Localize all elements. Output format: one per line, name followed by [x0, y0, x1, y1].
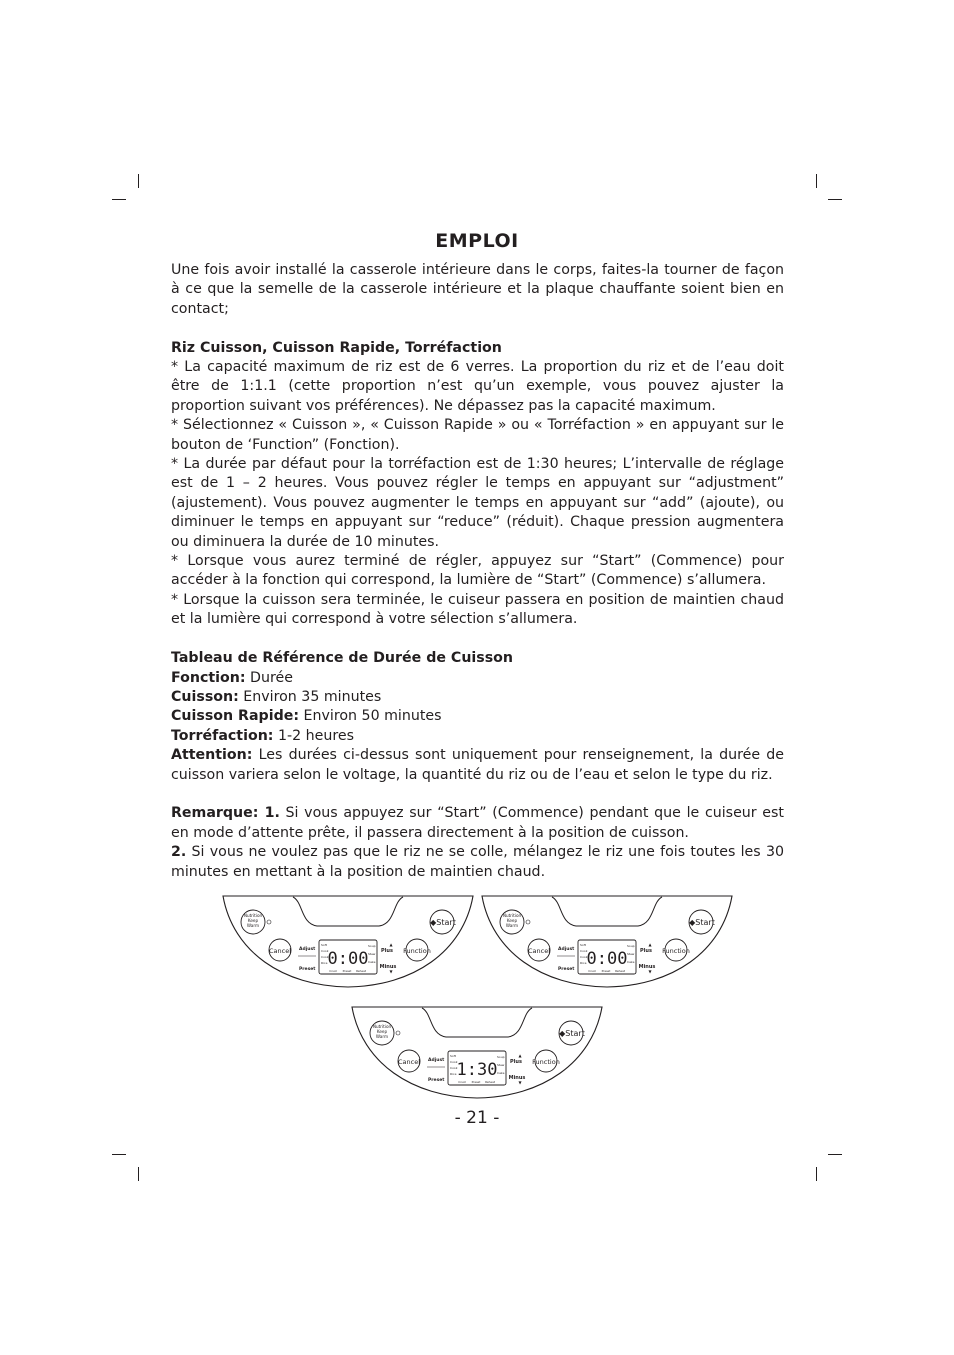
mode-label: Soup — [627, 944, 635, 948]
crop-mark — [828, 1154, 842, 1155]
down-arrow-icon: ▼ — [518, 1080, 522, 1085]
body-text — [171, 261, 784, 882]
crop-mark — [816, 174, 817, 188]
panel-outline — [223, 896, 473, 987]
function-label: Function — [403, 947, 431, 955]
up-arrow-icon: ▲ — [389, 942, 393, 947]
reference-row: Cuisson Rapide: Environ 50 minutes — [171, 708, 442, 725]
mode-label: Stew — [368, 952, 376, 956]
panel-drawing — [350, 1005, 604, 1101]
mode-label: Rice — [580, 961, 587, 965]
mode-label: Rice — [321, 961, 328, 965]
keep-warm-label: Keep — [376, 1029, 388, 1034]
mode-label: Cake — [497, 1071, 505, 1075]
crop-mark — [112, 199, 126, 200]
remark-1: Remarque: 1. Si vous appuyez sur “Start” (Commence) pendant que le cuiseur est en mode d’attente prête, il passera directement à la position de cuisson. — [171, 805, 784, 841]
crop-mark — [138, 1167, 139, 1181]
intro-paragraph: Une fois avoir installé la casserole intérieure dans le corps, faites-la tourner de façon à ce que la semelle de la casserole intérieure et la plaque chauffante soient bien en contact; — [171, 262, 784, 317]
status-label: Reheat — [485, 1080, 495, 1084]
start-label: ◆Start — [559, 1029, 585, 1038]
panel-drawing — [480, 894, 734, 990]
plus-label: Plus — [381, 948, 393, 954]
keep-warm-label: Nutrition — [372, 1024, 392, 1029]
crop-mark — [138, 174, 139, 188]
mode-label: Cook — [450, 1066, 458, 1070]
plus-label: Plus — [640, 948, 652, 954]
preset-label: Preset — [428, 1078, 445, 1083]
mode-label: Soft — [450, 1054, 456, 1058]
keep-warm-label: Nutrition — [502, 913, 522, 918]
mode-label: Cook — [580, 955, 588, 959]
crop-mark — [112, 1154, 126, 1155]
status-label: Preset — [601, 969, 611, 973]
mode-label: Cook — [450, 1060, 458, 1064]
mode-label: Soft — [321, 943, 327, 947]
minus-label: Minus — [379, 964, 397, 970]
attention-note: Attention: Les durées ci-dessus sont uniquement pour renseignement, la durée de cuisson variera selon le voltage, la quantité du riz ou de l’eau et selon le type du riz. — [171, 747, 784, 783]
up-arrow-icon: ▲ — [518, 1053, 522, 1058]
mode-label: Stew — [497, 1063, 505, 1067]
display-time: 0:00 — [327, 949, 369, 969]
panel-notch — [293, 897, 403, 926]
up-arrow-icon: ▲ — [648, 942, 652, 947]
plus-label: Plus — [510, 1059, 522, 1065]
panel-notch — [552, 897, 662, 926]
page-title: EMPLOI — [435, 230, 519, 252]
mode-label: Cake — [368, 960, 376, 964]
remark-2: 2. Si vous ne voulez pas que le riz ne se colle, mélangez le riz une fois toutes les 30 minutes en mettant à la position de maintien chaud. — [171, 844, 784, 880]
panel-outline — [352, 1007, 602, 1098]
bullet-paragraph: * La capacité maximum de riz est de 6 verres. La proportion du riz et de l’eau doit être de 1:1.1 (cette proportion n’est qu’un exemple, vous pouvez ajuster la proportion suivant vos préférences). Ne dépassez pas la capacité maximum. — [171, 359, 784, 414]
control-panel-illustration — [221, 894, 475, 990]
mode-label: Soup — [497, 1055, 505, 1059]
status-label: Preset — [342, 969, 352, 973]
indicator-light — [526, 920, 530, 924]
down-arrow-icon: ▼ — [389, 969, 393, 974]
status-label: Reheat — [356, 969, 366, 973]
indicator-light — [396, 1031, 400, 1035]
cancel-label: Cancel — [268, 947, 292, 955]
keep-warm-label: Warm — [375, 1034, 389, 1039]
cancel-label: Cancel — [397, 1058, 421, 1066]
cancel-label: Cancel — [527, 947, 551, 955]
mode-label: Cook — [580, 949, 588, 953]
reference-row: Torréfaction: 1-2 heures — [171, 727, 355, 744]
mode-label: Cook — [321, 955, 329, 959]
status-label: Crust — [458, 1080, 466, 1084]
function-label: Function — [662, 947, 690, 955]
page-number: - 21 - — [454, 1108, 500, 1128]
bullet-paragraph: * La durée par défaut pour la torréfaction est de 1:30 heures; L’intervalle de réglage est de 1 – 2 heures. Vous pouvez régler le temps en appuyant sur “adjustment” (ajustement). Vous pouvez augmenter le temps en appuyant sur “add” (ajoute), ou diminuer le temps en appuyant sur “reduce” (réduit). Chaque pression augmentera ou diminuera la durée de 10 minutes. — [171, 456, 784, 550]
bullet-paragraph: * Sélectionnez « Cuisson », « Cuisson Rapide » ou « Torréfaction » en appuyant sur le bouton de ‘Function” (Fonction). — [171, 417, 784, 453]
mode-label: Cake — [627, 960, 635, 964]
indicator-light — [267, 920, 271, 924]
mode-label: Cook — [321, 949, 329, 953]
mode-label: Stew — [627, 952, 635, 956]
reference-row: Fonction: Durée — [171, 669, 293, 686]
keep-warm-label: Warm — [505, 923, 519, 928]
preset-label: Preset — [299, 967, 316, 972]
status-label: Crust — [588, 969, 596, 973]
minus-label: Minus — [638, 964, 656, 970]
section-heading: Riz Cuisson, Cuisson Rapide, Torréfaction — [171, 339, 502, 356]
mode-label: Soft — [580, 943, 586, 947]
function-label: Function — [532, 1058, 560, 1066]
control-panel-illustration — [480, 894, 734, 990]
panel-drawing — [221, 894, 475, 990]
control-panel-illustration — [350, 1005, 604, 1101]
mode-label: Soup — [368, 944, 376, 948]
adjust-label: Adjust — [558, 947, 575, 952]
preset-label: Preset — [558, 967, 575, 972]
mode-label: Rice — [450, 1072, 457, 1076]
crop-mark — [816, 1167, 817, 1181]
display-time: 0:00 — [586, 949, 628, 969]
adjust-label: Adjust — [299, 947, 316, 952]
panel-outline — [482, 896, 732, 987]
status-label: Crust — [329, 969, 337, 973]
down-arrow-icon: ▼ — [648, 969, 652, 974]
keep-warm-label: Keep — [506, 918, 518, 923]
keep-warm-label: Keep — [247, 918, 259, 923]
bullet-paragraph: * Lorsque vous aurez terminé de régler, appuyez sur “Start” (Commence) pour accéder à la fonction qui correspond, la lumière de “Start” (Commence) s’allumera. — [171, 553, 784, 589]
crop-mark — [828, 199, 842, 200]
adjust-label: Adjust — [428, 1058, 445, 1063]
bullet-paragraph: * Lorsque la cuisson sera terminée, le cuiseur passera en position de maintien chaud et la lumière qui correspond à votre sélection s’allumera. — [171, 591, 784, 628]
minus-label: Minus — [508, 1075, 526, 1081]
keep-warm-label: Warm — [246, 923, 260, 928]
start-label: ◆Start — [689, 918, 715, 927]
display-time: 1:30 — [456, 1060, 498, 1080]
panel-notch — [422, 1008, 532, 1037]
reference-row: Cuisson: Environ 35 minutes — [171, 688, 382, 705]
status-label: Preset — [471, 1080, 481, 1084]
keep-warm-label: Nutrition — [243, 913, 263, 918]
section-heading: Tableau de Référence de Durée de Cuisson — [171, 650, 514, 667]
status-label: Reheat — [615, 969, 625, 973]
start-label: ◆Start — [430, 918, 456, 927]
